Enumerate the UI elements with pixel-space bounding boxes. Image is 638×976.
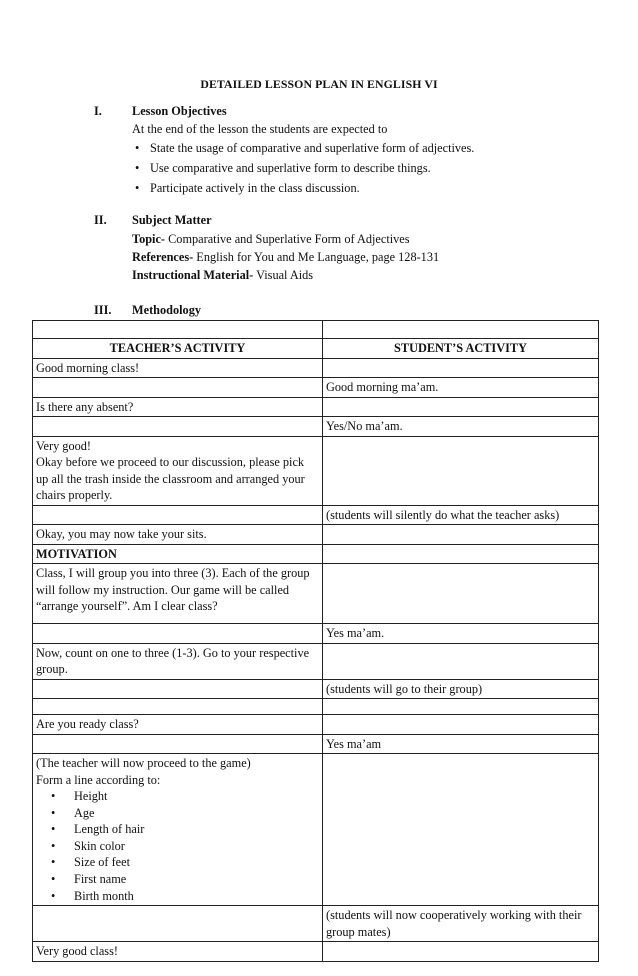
- methodology-table: [32, 320, 599, 962]
- teacher-cell: [33, 505, 323, 525]
- subject-topic: [132, 232, 410, 247]
- list-item: • Height: [36, 788, 319, 805]
- student-cell: (students will go to their group): [323, 679, 599, 699]
- section-subject-heading: [94, 213, 212, 228]
- section-title: Subject Matter: [132, 213, 212, 227]
- teacher-cell: [33, 378, 323, 398]
- objective-item: • State the usage of comparative and superlative form of adjectives.: [132, 138, 474, 158]
- teacher-cell: [33, 679, 323, 699]
- references-label: References-: [132, 250, 194, 264]
- student-cell: [323, 715, 599, 735]
- teacher-text: Okay before we proceed to our discussion, please pick up all the trash inside the classroom and arranged your chairs properly.: [36, 455, 305, 502]
- teacher-cell: [33, 734, 323, 754]
- section-title: Lesson Objectives: [132, 104, 227, 118]
- table-row: [33, 564, 599, 624]
- section-number: III.: [94, 303, 112, 317]
- table-row: [33, 417, 599, 437]
- section-number: II.: [94, 213, 107, 227]
- teacher-cell: Are you ready class?: [33, 715, 323, 735]
- student-cell: [323, 754, 599, 906]
- student-cell: [323, 564, 599, 624]
- table-row: [33, 906, 599, 942]
- table-row: [33, 715, 599, 735]
- teacher-cell: Good morning class!: [33, 358, 323, 378]
- student-cell: (students will silently do what the teacher asks): [323, 505, 599, 525]
- table-row: [33, 679, 599, 699]
- table-row: [33, 378, 599, 398]
- table-row: [33, 358, 599, 378]
- table-row: [33, 397, 599, 417]
- document-title: DETAILED LESSON PLAN IN ENGLISH VI: [200, 77, 438, 91]
- table-row: [33, 699, 599, 715]
- list-item: • First name: [36, 871, 319, 888]
- subject-references: [132, 250, 439, 265]
- teacher-cell: [33, 436, 323, 505]
- teacher-cell: Very good class!: [33, 942, 323, 962]
- teacher-activity-header: TEACHER’S ACTIVITY: [33, 339, 323, 359]
- teacher-cell: Is there any absent?: [33, 397, 323, 417]
- list-item: • Skin color: [36, 838, 319, 855]
- topic-label: Topic-: [132, 232, 166, 246]
- table-row: [33, 624, 599, 644]
- teacher-text: Form a line according to:: [36, 772, 161, 787]
- student-cell: Yes ma’am: [323, 734, 599, 754]
- table-cell: [323, 321, 599, 339]
- objectives-intro: At the end of the lesson the students are expected to: [132, 122, 388, 136]
- table-row: [33, 525, 599, 545]
- material-value: Visual Aids: [253, 268, 314, 282]
- list-item: • Length of hair: [36, 821, 319, 838]
- table-row: [33, 436, 599, 505]
- section-objectives-heading: [94, 104, 227, 119]
- list-item: • Age: [36, 805, 319, 822]
- topic-value: Comparative and Superlative Form of Adjectives: [165, 232, 410, 246]
- table-row: [33, 734, 599, 754]
- student-cell: Yes/No ma’am.: [323, 417, 599, 437]
- table-cell: [33, 321, 323, 339]
- table-row: [33, 505, 599, 525]
- subject-material: [132, 268, 313, 283]
- table-header-row: [33, 339, 599, 359]
- student-cell: [323, 358, 599, 378]
- motivation-heading: MOTIVATION: [33, 544, 323, 564]
- student-cell: [323, 525, 599, 545]
- teacher-text: Very good!: [36, 438, 91, 453]
- references-value: English for You and Me Language, page 128-131: [193, 250, 440, 264]
- list-item: • Birth month: [36, 888, 319, 905]
- student-cell: [323, 643, 599, 679]
- section-methodology-heading: [94, 303, 201, 318]
- student-activity-header: STUDENT’S ACTIVITY: [323, 339, 599, 359]
- game-criteria-list: [36, 788, 319, 904]
- table-row: [33, 643, 599, 679]
- section-number: I.: [94, 104, 102, 118]
- objectives-list: [132, 138, 474, 198]
- teacher-cell: [33, 624, 323, 644]
- student-cell: [323, 436, 599, 505]
- table-row: [33, 754, 599, 906]
- teacher-cell: Now, count on one to three (1-3). Go to your respective group.: [33, 643, 323, 679]
- student-cell: [323, 544, 599, 564]
- objective-item: • Use comparative and superlative form to describe things.: [132, 158, 474, 178]
- section-title: Methodology: [132, 303, 201, 317]
- teacher-cell: Class, I will group you into three (3). Each of the group will follow my instruction. Our game will be called “arrange yourself”. Am I clear class?: [33, 564, 323, 624]
- student-cell: Good morning ma’am.: [323, 378, 599, 398]
- teacher-cell: [33, 699, 323, 715]
- list-item: • Size of feet: [36, 854, 319, 871]
- student-cell: [323, 699, 599, 715]
- teacher-cell: Okay, you may now take your sits.: [33, 525, 323, 545]
- student-cell: Yes ma’am.: [323, 624, 599, 644]
- teacher-cell: [33, 906, 323, 942]
- table-row: [33, 544, 599, 564]
- objective-item: • Participate actively in the class discussion.: [132, 178, 474, 198]
- student-cell: [323, 942, 599, 962]
- teacher-cell: [33, 417, 323, 437]
- student-cell: (students will now cooperatively working with their group mates): [323, 906, 599, 942]
- material-label: Instructional Material-: [132, 268, 254, 282]
- teacher-text: (The teacher will now proceed to the game): [36, 756, 251, 770]
- table-row: [33, 321, 599, 339]
- teacher-cell: [33, 754, 323, 906]
- table-row: [33, 942, 599, 962]
- student-cell: [323, 397, 599, 417]
